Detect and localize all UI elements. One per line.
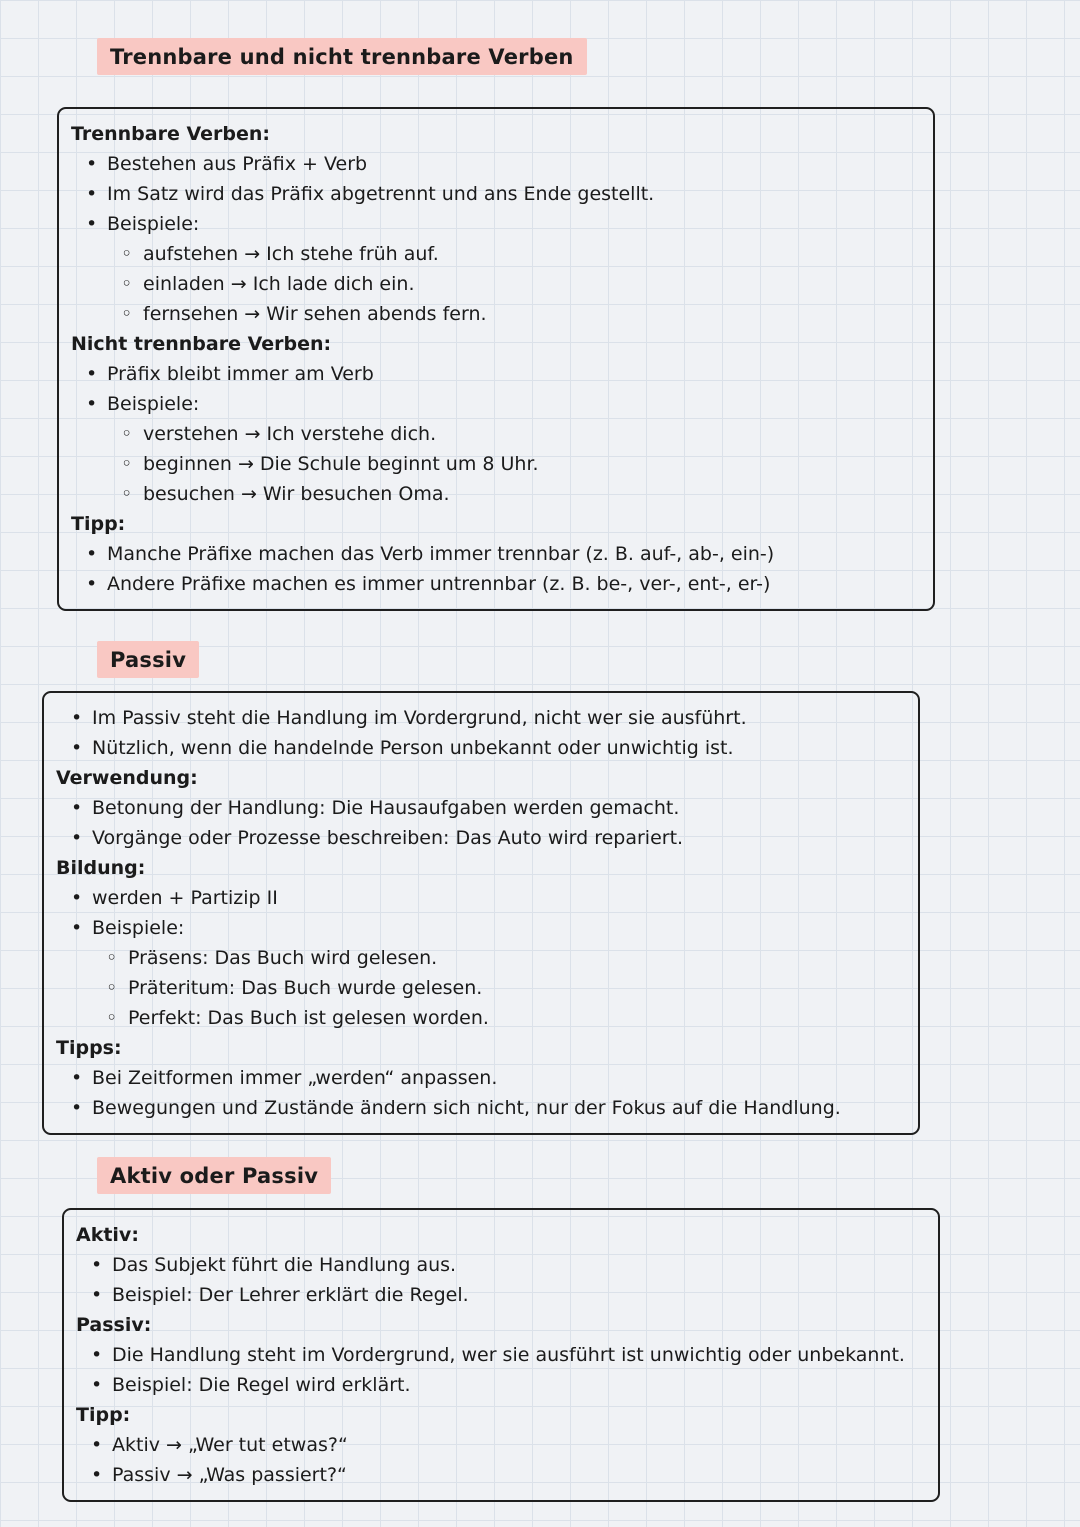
list-item: • werden + Partizip II (50, 883, 906, 913)
box-label: Trennbare Verben: (71, 123, 271, 145)
list-item: ◦ beginnen → Die Schule beginnt um 8 Uhr. (65, 449, 921, 479)
box-label: Tipp: (76, 1404, 131, 1426)
list-item: ◦ einladen → Ich lade dich ein. (65, 269, 921, 299)
box-label: Passiv: (76, 1314, 152, 1336)
list-item: • Im Passiv steht die Handlung im Vordergrund, nicht wer sie ausführt. (50, 703, 906, 733)
section-heading: Trennbare und nicht trennbare Verben (97, 38, 587, 75)
box-label: Bildung: (56, 857, 146, 879)
box-label: Aktiv: (76, 1224, 139, 1246)
box-label: Tipps: (56, 1037, 122, 1059)
list-item: ◦ fernsehen → Wir sehen abends fern. (65, 299, 921, 329)
section-trennbare-verben (0, 38, 1080, 611)
list-item: • Beispiele: (65, 389, 921, 419)
list-item: • Im Satz wird das Präfix abgetrennt und ans Ende gestellt. (65, 179, 921, 209)
section-passiv (0, 641, 1080, 1135)
list-item: • Aktiv → „Wer tut etwas?“ (70, 1430, 926, 1460)
list-item: • Bei Zeitformen immer „werden“ anpassen. (50, 1063, 906, 1093)
list-item: ◦ aufstehen → Ich stehe früh auf. (65, 239, 921, 269)
list-item: ◦ Präsens: Das Buch wird gelesen. (50, 943, 906, 973)
list-item: ◦ Präteritum: Das Buch wurde gelesen. (50, 973, 906, 1003)
box-label: Nicht trennbare Verben: (71, 333, 332, 355)
list-item: • Bewegungen und Zustände ändern sich nicht, nur der Fokus auf die Handlung. (50, 1093, 906, 1123)
list-item: • Beispiele: (50, 913, 906, 943)
list-item: • Bestehen aus Präfix + Verb (65, 149, 921, 179)
content-box (57, 107, 935, 611)
heading-wrap (97, 1157, 1080, 1194)
list-item: • Passiv → „Was passiert?“ (70, 1460, 926, 1490)
list-item: ◦ Perfekt: Das Buch ist gelesen worden. (50, 1003, 906, 1033)
list-item: • Präfix bleibt immer am Verb (65, 359, 921, 389)
box-label: Verwendung: (56, 767, 198, 789)
section-heading: Passiv (97, 641, 199, 678)
list-item: • Das Subjekt führt die Handlung aus. (70, 1250, 926, 1280)
list-item: • Beispiel: Die Regel wird erklärt. (70, 1370, 926, 1400)
list-item: • Beispiel: Der Lehrer erklärt die Regel. (70, 1280, 926, 1310)
list-item: • Andere Präfixe machen es immer untrennbar (z. B. be-, ver-, ent-, er-) (65, 569, 921, 599)
list-item: • Betonung der Handlung: Die Hausaufgaben werden gemacht. (50, 793, 906, 823)
section-heading: Aktiv oder Passiv (97, 1157, 331, 1194)
list-item: ◦ verstehen → Ich verstehe dich. (65, 419, 921, 449)
list-item: • Beispiele: (65, 209, 921, 239)
list-item: • Manche Präfixe machen das Verb immer trennbar (z. B. auf-, ab-, ein-) (65, 539, 921, 569)
list-item: • Die Handlung steht im Vordergrund, wer sie ausführt ist unwichtig oder unbekannt. (70, 1340, 926, 1370)
content-box (42, 691, 920, 1135)
list-item: • Nützlich, wenn die handelnde Person unbekannt oder unwichtig ist. (50, 733, 906, 763)
heading-wrap (97, 641, 1080, 678)
list-item: ◦ besuchen → Wir besuchen Oma. (65, 479, 921, 509)
content-box (62, 1208, 940, 1502)
section-aktiv-oder-passiv (0, 1157, 1080, 1502)
heading-wrap (97, 38, 1080, 75)
box-label: Tipp: (71, 513, 126, 535)
list-item: • Vorgänge oder Prozesse beschreiben: Das Auto wird repariert. (50, 823, 906, 853)
